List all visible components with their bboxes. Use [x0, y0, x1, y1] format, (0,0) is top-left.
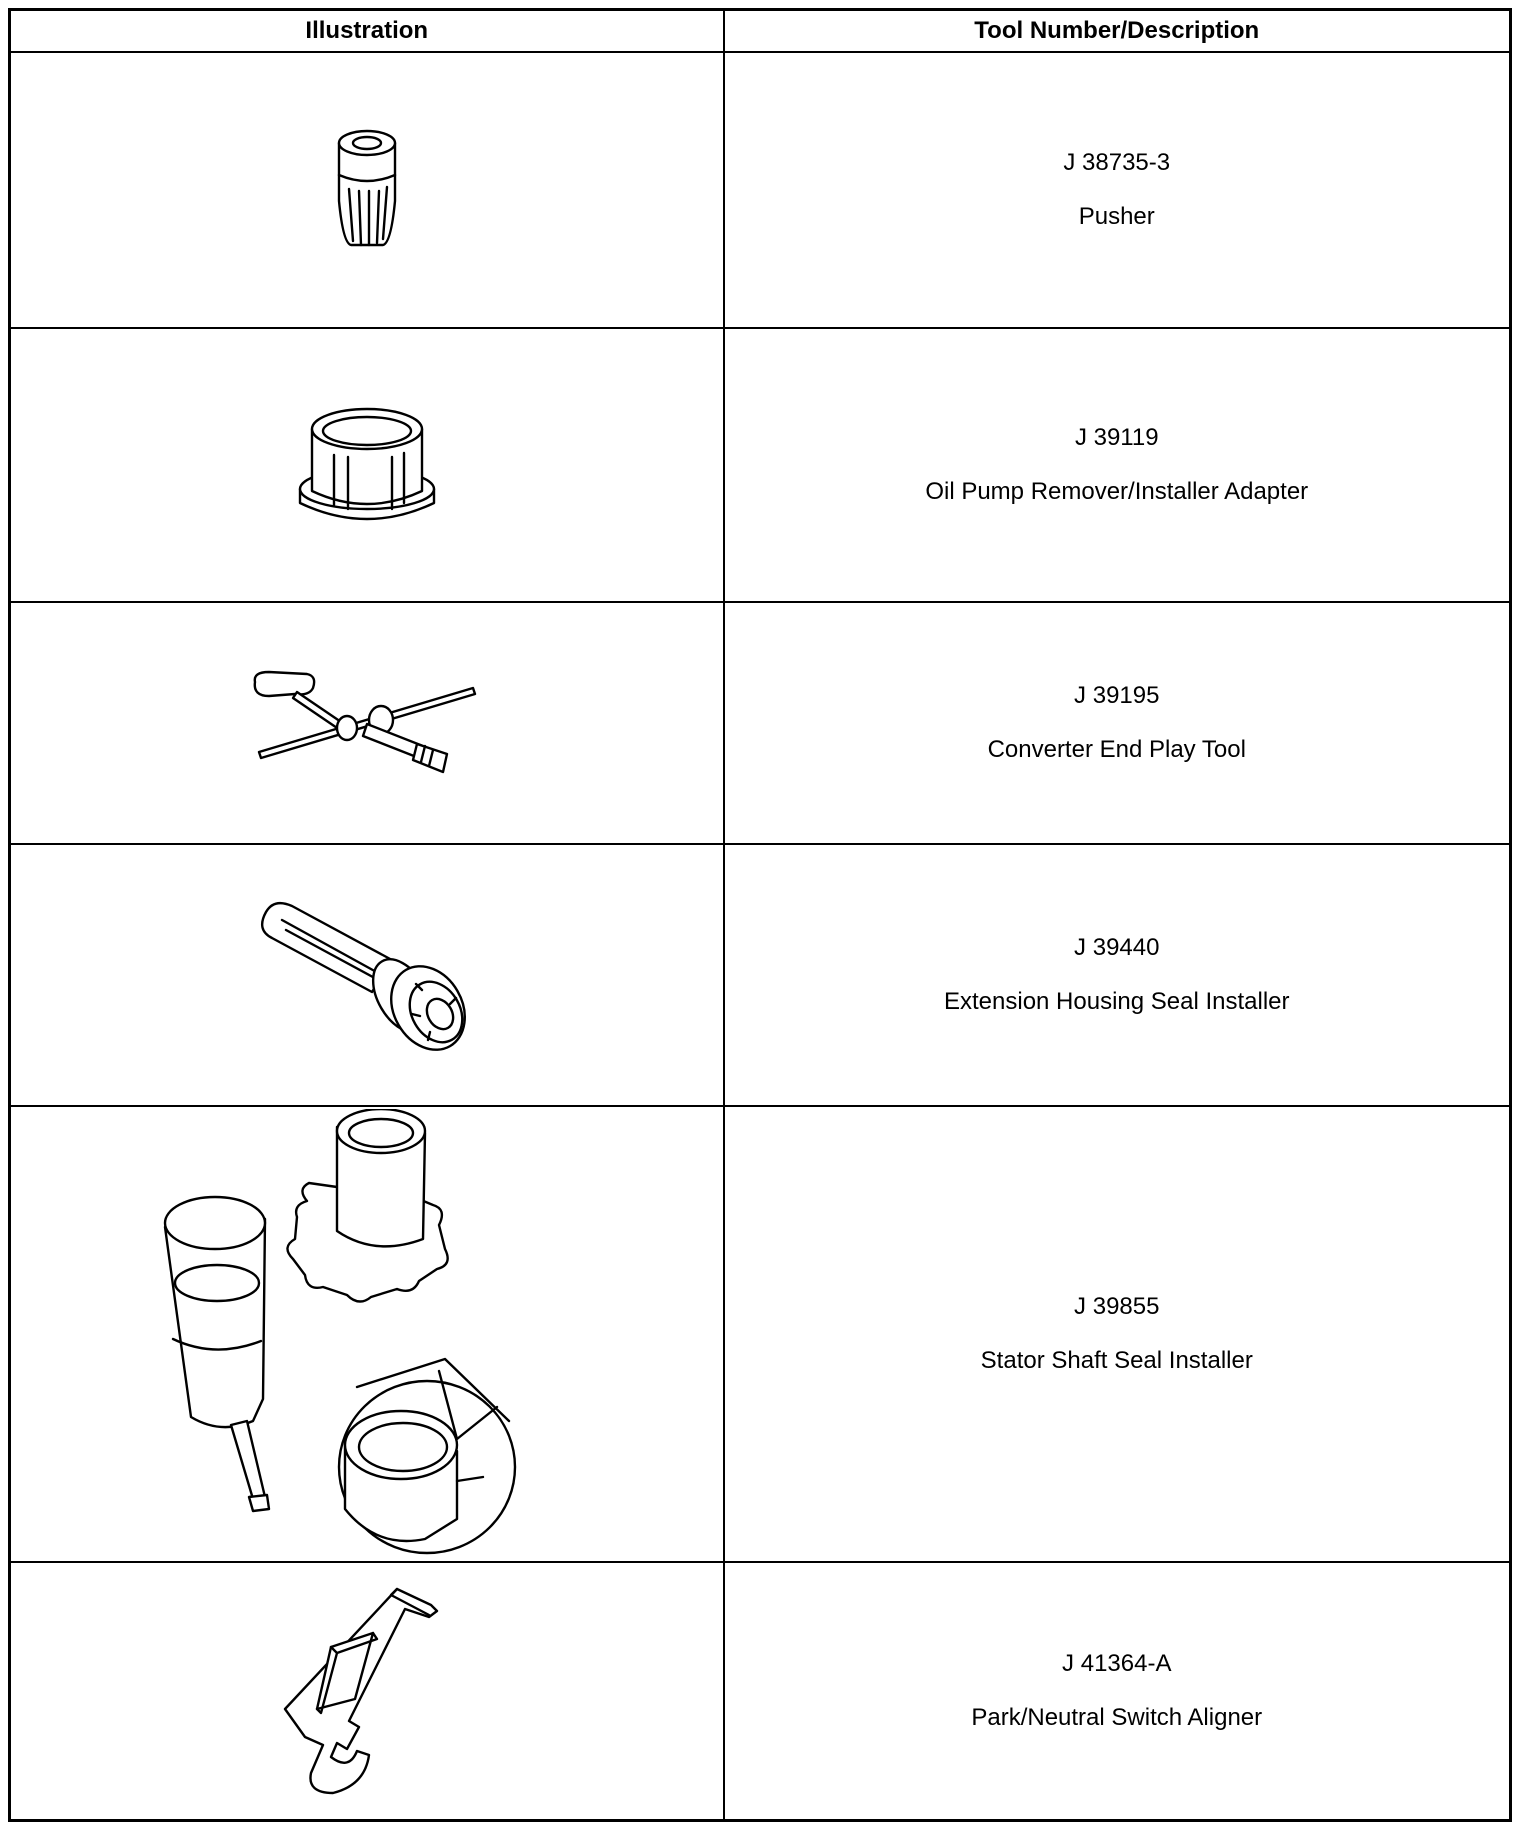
- tool-number: J 39440: [1074, 934, 1160, 961]
- tool-description-cell: [724, 1562, 1511, 1820]
- tool-number: J 39195: [1074, 682, 1160, 709]
- tool-description: Converter End Play Tool: [987, 736, 1246, 763]
- tool-description: Park/Neutral Switch Aligner: [971, 1703, 1263, 1731]
- table-row: [10, 1562, 1511, 1820]
- tool-number: J 39855: [1074, 1293, 1160, 1320]
- illustration-cell: [10, 1562, 724, 1820]
- table-row: [10, 602, 1511, 844]
- illustration-cell: [10, 602, 724, 844]
- illustration-cell: [10, 1106, 724, 1562]
- tool-number: J 39119: [1074, 424, 1159, 451]
- table-row: [10, 844, 1511, 1106]
- header-tool-number-description: Tool Number/Description: [724, 10, 1511, 53]
- tool-description: Oil Pump Remover/Installer Adapter: [925, 478, 1309, 505]
- table-row: [10, 1106, 1511, 1562]
- illustration-cell: [10, 52, 724, 328]
- stator-shaft-seal-installer-illustration: [157, 1109, 577, 1559]
- tool-description-cell: [724, 1106, 1511, 1562]
- tool-description-cell: [724, 602, 1511, 844]
- tool-description-cell: [724, 844, 1511, 1106]
- table-row: [10, 328, 1511, 602]
- header-illustration: Illustration: [10, 10, 724, 53]
- tool-description: Stator Shaft Seal Installer: [980, 1347, 1253, 1374]
- tool-description: Pusher: [1078, 203, 1155, 230]
- tool-description-cell: [724, 328, 1511, 602]
- park-neutral-switch-aligner-illustration: [277, 1581, 457, 1801]
- tool-description: Extension Housing Seal Installer: [943, 988, 1290, 1015]
- tool-number: J 38735-3: [1063, 149, 1171, 176]
- tool-description-cell: [724, 52, 1511, 328]
- converter-end-play-tool-illustration: [247, 668, 487, 778]
- extension-housing-seal-installer-illustration: [252, 890, 482, 1060]
- illustration-cell: [10, 844, 724, 1106]
- table-row: [10, 52, 1511, 328]
- oil-pump-adapter-illustration: [292, 395, 442, 535]
- pusher-illustration: [307, 115, 427, 265]
- tool-number: J 41364-A: [1062, 1649, 1172, 1677]
- header-row: [10, 10, 1511, 53]
- special-tools-table: [8, 8, 1512, 1822]
- illustration-cell: [10, 328, 724, 602]
